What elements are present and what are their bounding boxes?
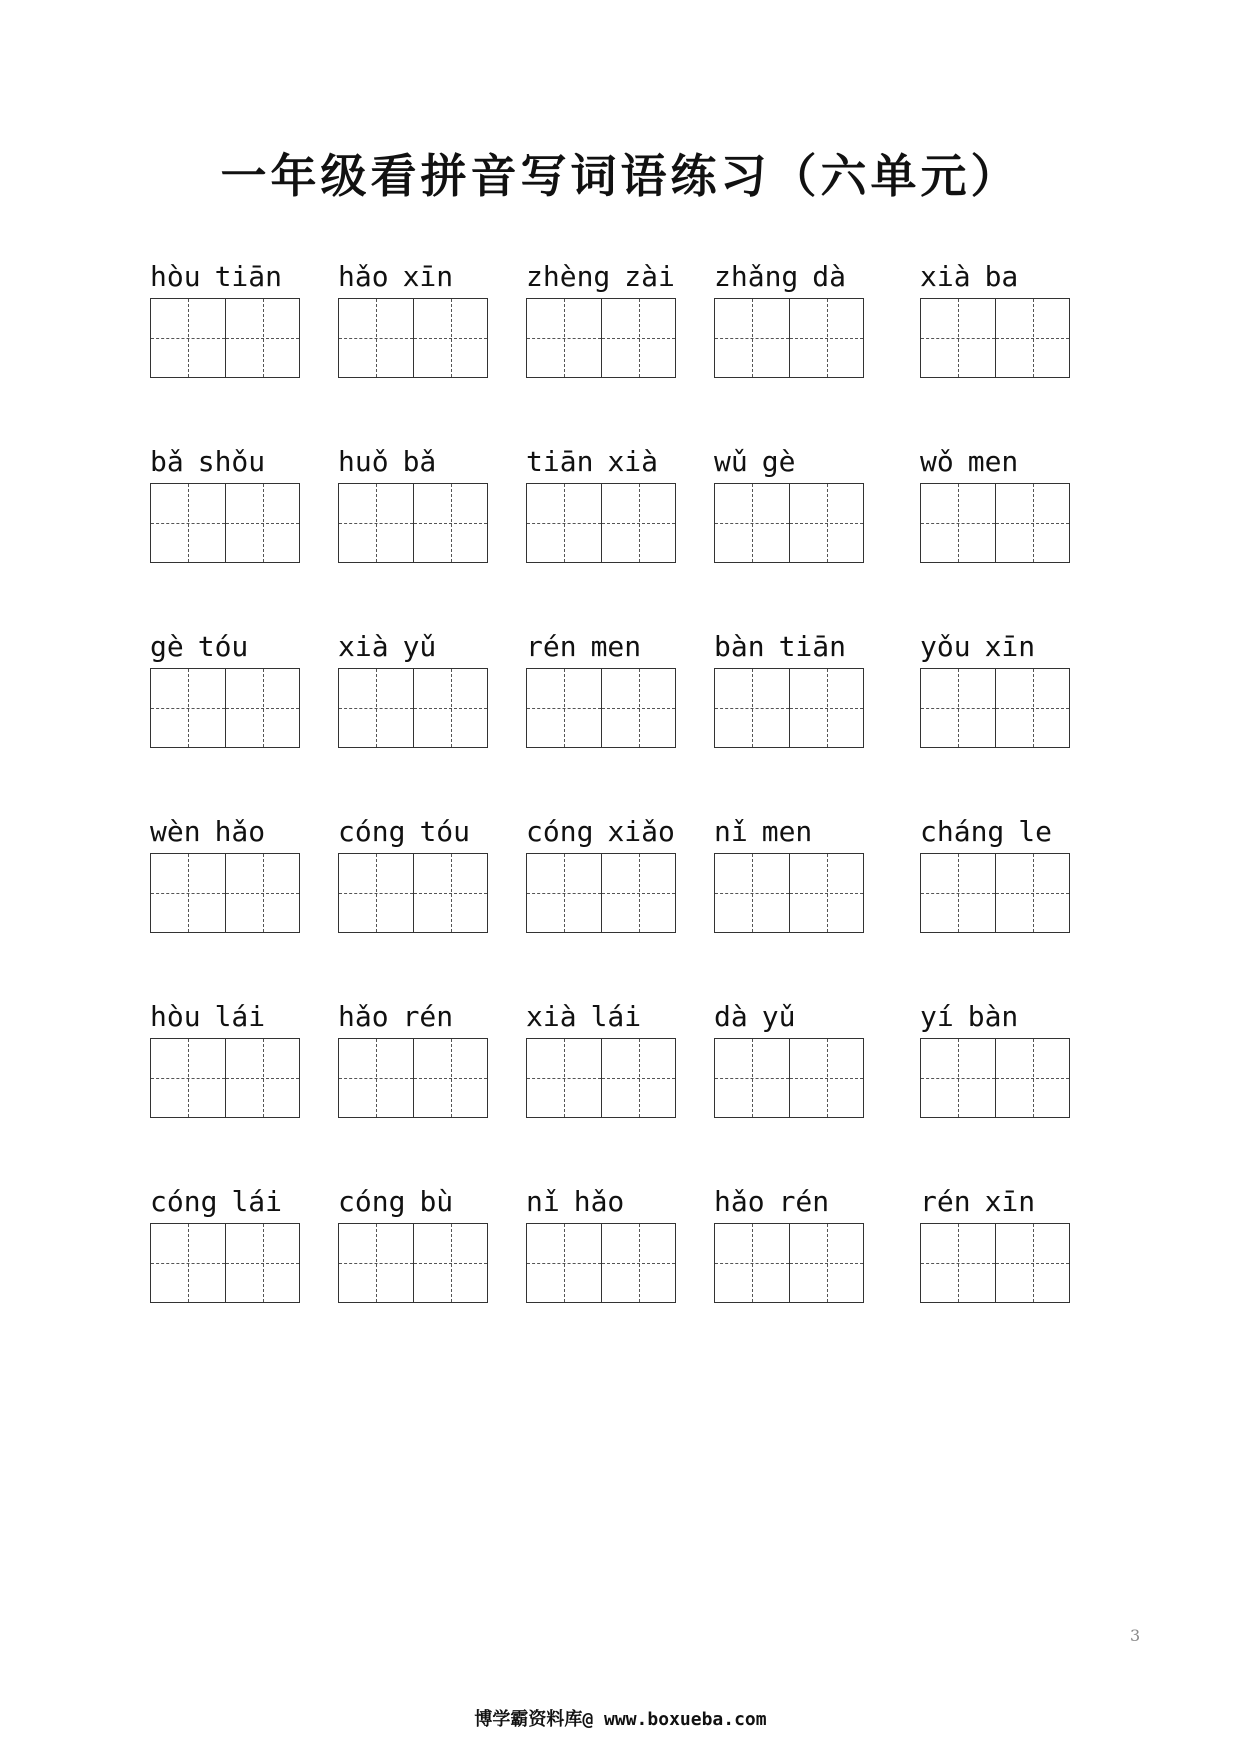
- pinyin-syllable-1: xià: [526, 1000, 577, 1033]
- writing-cell[interactable]: [995, 299, 1069, 377]
- tianzige-boxes: [526, 1038, 676, 1118]
- writing-cell[interactable]: [413, 854, 487, 932]
- writing-cell[interactable]: [527, 854, 601, 932]
- pinyin-label: [920, 630, 1035, 664]
- writing-cell[interactable]: [225, 854, 299, 932]
- pinyin-syllable-1: wǒ: [920, 445, 954, 478]
- pinyin-syllable-1: hòu: [150, 260, 201, 293]
- tianzige-boxes: [150, 1223, 300, 1303]
- tianzige-boxes: [526, 298, 676, 378]
- tianzige-boxes: [714, 483, 864, 563]
- pinyin-label: [150, 630, 248, 664]
- writing-cell[interactable]: [921, 1224, 995, 1302]
- writing-cell[interactable]: [151, 1224, 225, 1302]
- pinyin-syllable-1: cóng: [526, 815, 594, 848]
- writing-cell[interactable]: [225, 484, 299, 562]
- tianzige-boxes: [150, 668, 300, 748]
- pinyin-syllable-2: lái: [590, 1000, 642, 1033]
- tianzige-boxes: [150, 298, 300, 378]
- pinyin-syllable-2: tiān: [214, 260, 283, 293]
- writing-cell[interactable]: [339, 854, 413, 932]
- pinyin-syllable-2: tóu: [197, 630, 249, 663]
- writing-cell[interactable]: [789, 669, 863, 747]
- pinyin-label: [526, 1185, 624, 1219]
- writing-cell[interactable]: [921, 669, 995, 747]
- writing-cell[interactable]: [601, 854, 675, 932]
- writing-cell[interactable]: [789, 1224, 863, 1302]
- writing-cell[interactable]: [789, 299, 863, 377]
- pinyin-label: [714, 630, 846, 664]
- pinyin-syllable-2: men: [967, 445, 1019, 478]
- pinyin-label: [714, 445, 795, 479]
- writing-cell[interactable]: [225, 1224, 299, 1302]
- pinyin-label: [150, 815, 265, 849]
- writing-cell[interactable]: [921, 484, 995, 562]
- tianzige-boxes: [338, 483, 488, 563]
- pinyin-syllable-1: bǎ: [150, 445, 184, 478]
- writing-cell[interactable]: [339, 669, 413, 747]
- writing-cell[interactable]: [921, 1039, 995, 1117]
- tianzige-boxes: [920, 853, 1070, 933]
- pinyin-syllable-1: wèn: [150, 815, 201, 848]
- tianzige-boxes: [526, 668, 676, 748]
- pinyin-syllable-1: huǒ: [338, 445, 389, 478]
- pinyin-syllable-2: men: [590, 630, 642, 663]
- writing-cell[interactable]: [601, 669, 675, 747]
- tianzige-boxes: [714, 1038, 864, 1118]
- writing-cell[interactable]: [413, 1224, 487, 1302]
- tianzige-boxes: [714, 1223, 864, 1303]
- pinyin-syllable-1: yí: [920, 1000, 954, 1033]
- tianzige-boxes: [338, 298, 488, 378]
- pinyin-syllable-1: gè: [150, 630, 184, 663]
- pinyin-syllable-2: hǎo: [214, 815, 266, 848]
- tianzige-boxes: [714, 668, 864, 748]
- writing-cell[interactable]: [715, 854, 789, 932]
- pinyin-label: [526, 445, 658, 479]
- writing-cell[interactable]: [921, 299, 995, 377]
- pinyin-syllable-2: ba: [984, 260, 1019, 293]
- writing-cell[interactable]: [527, 1224, 601, 1302]
- pinyin-label: [338, 815, 470, 849]
- pinyin-syllable-2: tóu: [419, 815, 471, 848]
- writing-cell[interactable]: [789, 484, 863, 562]
- pinyin-syllable-1: rén: [920, 1185, 971, 1218]
- writing-cell[interactable]: [995, 1224, 1069, 1302]
- writing-cell[interactable]: [715, 299, 789, 377]
- pinyin-label: [338, 630, 436, 664]
- writing-cell[interactable]: [225, 299, 299, 377]
- tianzige-boxes: [920, 668, 1070, 748]
- pinyin-syllable-1: zhèng: [526, 260, 611, 293]
- pinyin-label: [714, 260, 846, 294]
- pinyin-syllable-2: yǔ: [402, 630, 437, 663]
- tianzige-boxes: [920, 483, 1070, 563]
- pinyin-label: [920, 1000, 1018, 1034]
- tianzige-boxes: [338, 1038, 488, 1118]
- tianzige-boxes: [526, 853, 676, 933]
- pinyin-label: [714, 1185, 829, 1219]
- writing-cell[interactable]: [995, 854, 1069, 932]
- pinyin-label: [338, 1000, 453, 1034]
- writing-cell[interactable]: [527, 669, 601, 747]
- pinyin-label: [338, 445, 436, 479]
- pinyin-syllable-2: bǎ: [402, 445, 437, 478]
- tianzige-boxes: [526, 483, 676, 563]
- pinyin-syllable-2: tiān: [778, 630, 847, 663]
- pinyin-syllable-2: hǎo: [573, 1185, 625, 1218]
- writing-cell[interactable]: [601, 1224, 675, 1302]
- tianzige-boxes: [150, 853, 300, 933]
- writing-cell[interactable]: [151, 484, 225, 562]
- writing-cell[interactable]: [601, 484, 675, 562]
- writing-cell[interactable]: [995, 669, 1069, 747]
- pinyin-syllable-2: lái: [231, 1185, 283, 1218]
- writing-cell[interactable]: [339, 1039, 413, 1117]
- writing-cell[interactable]: [601, 1039, 675, 1117]
- pinyin-label: [714, 1000, 795, 1034]
- writing-cell[interactable]: [413, 669, 487, 747]
- pinyin-label: [150, 445, 265, 479]
- pinyin-syllable-2: yǔ: [761, 1000, 796, 1033]
- pinyin-syllable-1: hǎo: [338, 260, 389, 293]
- pinyin-syllable-2: zài: [624, 260, 675, 293]
- writing-cell[interactable]: [225, 669, 299, 747]
- pinyin-syllable-1: dà: [714, 1000, 748, 1033]
- writing-cell[interactable]: [995, 1039, 1069, 1117]
- writing-cell[interactable]: [413, 1039, 487, 1117]
- pinyin-label: [150, 1000, 265, 1034]
- pinyin-label: [526, 815, 675, 849]
- pinyin-syllable-2: xīn: [984, 630, 1036, 663]
- pinyin-syllable-2: xià: [607, 445, 659, 478]
- tianzige-boxes: [338, 1223, 488, 1303]
- pinyin-label: [338, 260, 453, 294]
- pinyin-label: [920, 445, 1018, 479]
- footer-watermark: 博学霸资料库@ www.boxueba.com: [474, 1709, 767, 1730]
- writing-cell[interactable]: [151, 1039, 225, 1117]
- writing-cell[interactable]: [339, 484, 413, 562]
- tianzige-boxes: [920, 1223, 1070, 1303]
- pinyin-label: [338, 1185, 453, 1219]
- pinyin-label: [714, 815, 812, 849]
- writing-cell[interactable]: [151, 669, 225, 747]
- page-number: 3: [1130, 1626, 1141, 1645]
- pinyin-syllable-2: bàn: [967, 1000, 1019, 1033]
- pinyin-syllable-2: lái: [214, 1000, 266, 1033]
- tianzige-boxes: [714, 298, 864, 378]
- pinyin-syllable-1: hǎo: [714, 1185, 765, 1218]
- pinyin-syllable-1: nǐ: [526, 1185, 560, 1218]
- writing-cell[interactable]: [921, 854, 995, 932]
- pinyin-syllable-1: cháng: [920, 815, 1005, 848]
- pinyin-label: [526, 630, 641, 664]
- pinyin-syllable-1: wǔ: [714, 445, 748, 478]
- pinyin-syllable-1: xià: [920, 260, 971, 293]
- writing-cell[interactable]: [339, 1224, 413, 1302]
- tianzige-boxes: [338, 668, 488, 748]
- pinyin-syllable-1: rén: [526, 630, 577, 663]
- page-title: 一年级看拼音写词语练习（六单元）: [220, 149, 1021, 203]
- pinyin-syllable-2: rén: [402, 1000, 454, 1033]
- pinyin-syllable-2: rén: [778, 1185, 830, 1218]
- writing-cell[interactable]: [715, 1224, 789, 1302]
- writing-cell[interactable]: [527, 1039, 601, 1117]
- writing-cell[interactable]: [225, 1039, 299, 1117]
- pinyin-syllable-2: gè: [761, 445, 796, 478]
- pinyin-label: [920, 260, 1018, 294]
- tianzige-boxes: [338, 853, 488, 933]
- writing-cell[interactable]: [527, 484, 601, 562]
- tianzige-boxes: [920, 1038, 1070, 1118]
- tianzige-boxes: [714, 853, 864, 933]
- pinyin-label: [150, 260, 282, 294]
- writing-cell[interactable]: [413, 299, 487, 377]
- pinyin-label: [920, 815, 1052, 849]
- pinyin-syllable-1: hǎo: [338, 1000, 389, 1033]
- tianzige-boxes: [150, 1038, 300, 1118]
- pinyin-syllable-1: zhǎng: [714, 260, 799, 293]
- pinyin-syllable-1: cóng: [338, 1185, 406, 1218]
- pinyin-syllable-1: cóng: [150, 1185, 218, 1218]
- writing-cell[interactable]: [715, 669, 789, 747]
- writing-cell[interactable]: [789, 1039, 863, 1117]
- pinyin-syllable-2: le: [1018, 815, 1053, 848]
- pinyin-syllable-2: bù: [419, 1185, 454, 1218]
- pinyin-syllable-2: xīn: [402, 260, 454, 293]
- writing-cell[interactable]: [339, 299, 413, 377]
- tianzige-boxes: [526, 1223, 676, 1303]
- pinyin-syllable-2: men: [761, 815, 813, 848]
- writing-cell[interactable]: [715, 1039, 789, 1117]
- pinyin-label: [920, 1185, 1035, 1219]
- pinyin-syllable-2: xīn: [984, 1185, 1036, 1218]
- pinyin-syllable-2: dà: [812, 260, 847, 293]
- pinyin-syllable-1: xià: [338, 630, 389, 663]
- writing-cell[interactable]: [413, 484, 487, 562]
- tianzige-boxes: [150, 483, 300, 563]
- pinyin-label: [526, 1000, 641, 1034]
- pinyin-syllable-1: bàn: [714, 630, 765, 663]
- writing-cell[interactable]: [527, 299, 601, 377]
- writing-cell[interactable]: [789, 854, 863, 932]
- writing-cell[interactable]: [715, 484, 789, 562]
- pinyin-syllable-1: yǒu: [920, 630, 971, 663]
- writing-cell[interactable]: [151, 299, 225, 377]
- writing-cell[interactable]: [151, 854, 225, 932]
- pinyin-syllable-2: xiǎo: [607, 815, 675, 848]
- pinyin-syllable-1: tiān: [526, 445, 594, 478]
- pinyin-syllable-1: nǐ: [714, 815, 748, 848]
- pinyin-syllable-1: cóng: [338, 815, 406, 848]
- writing-cell[interactable]: [995, 484, 1069, 562]
- pinyin-syllable-1: hòu: [150, 1000, 201, 1033]
- tianzige-boxes: [920, 298, 1070, 378]
- writing-cell[interactable]: [601, 299, 675, 377]
- pinyin-syllable-2: shǒu: [197, 445, 266, 478]
- pinyin-label: [150, 1185, 282, 1219]
- pinyin-label: [526, 260, 675, 294]
